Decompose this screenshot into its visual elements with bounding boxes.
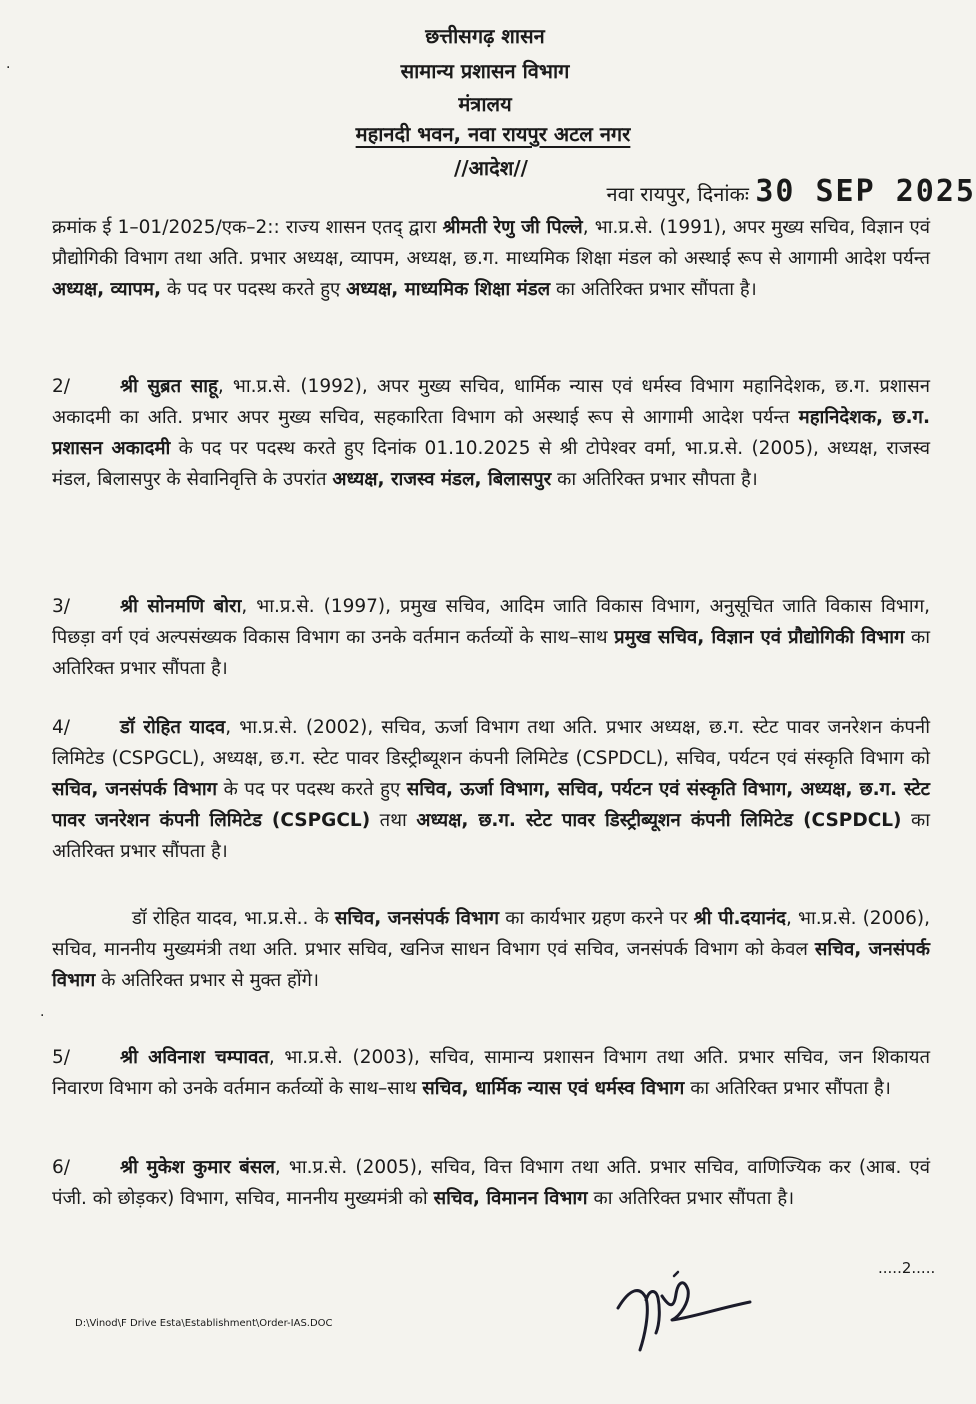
paragraph-number: 2/ — [52, 376, 71, 397]
p4-text-a: , भा.प्र.से. (2002), सचिव, ऊर्जा विभाग तथा अति. प्रभार अध्यक्ष, छ.ग. स्टेट पावर जनरेशन कंपनी लिमिटेड (CSPGCL), अध्यक्ष, छ.ग. स्टेट पावर डिस्ट्रीब्यूशन कंपनी लिमिटेड (CSPDCL), सचिव, पर्यटन एवं संस्कृति विभाग को — [52, 717, 930, 769]
department-name: सामान्य प्रशासन विभाग — [400, 59, 570, 83]
govt-name: छत्तीसगढ़ शासन — [425, 24, 545, 48]
p5-text-a: , भा.प्र.से. (2003), सचिव, सामान्य प्रशासन विभाग तथा अति. प्रभार सचिव, जन शिकायत निवारण विभाग को उनके वर्तमान कर्तव्यों के साथ–साथ — [52, 1047, 930, 1099]
p2-text-a: , भा.प्र.से. (1992), अपर मुख्य सचिव, धार्मिक न्यास एवं धर्मस्व विभाग महानिदेशक, छ.ग. प्रशासन अकादमी का अति. प्रभार अपर मुख्य सचिव, सहकारिता विभाग को अस्थाई रूप से आगामी आदेश पर्यन्त — [52, 376, 930, 428]
signature-icon — [610, 1268, 780, 1358]
file-path: D:\Vinod\F Drive Esta\Establishment\Order-IAS.DOC — [75, 1318, 333, 1329]
assigned-post: सचिव, जनसंपर्क विभाग — [52, 779, 218, 800]
assigned-post: अध्यक्ष, व्यापम, — [52, 279, 162, 300]
assigned-post: सचिव, धार्मिक न्यास एवं धर्मस्व विभाग — [422, 1078, 685, 1099]
order-paragraph-4 — [52, 712, 930, 867]
order-paragraph-2 — [52, 371, 930, 495]
assigned-post: सचिव, ऊर्जा विभाग, सचिव, पर्यटन एवं संस्कृति विभाग, अध्यक्ष, छ.ग. स्टेट पावर जनरेशन कंपनी लिमिटेड (CSPGCL) — [52, 779, 930, 831]
p1-text-a: क्रमांक ई 1–01/2025/एक–2:: राज्य शासन एतद् द्वारा — [52, 217, 437, 238]
assigned-post: अध्यक्ष, राजस्व मंडल, बिलासपुर — [332, 469, 552, 490]
p4b-text-d: के अतिरिक्त प्रभार से मुक्त होंगे। — [101, 970, 320, 991]
officer-name: श्री सुब्रत साहू — [120, 376, 218, 397]
p1-text-b: , भा.प्र.से. (1991), अपर मुख्य सचिव, विज्ञान एवं प्रौद्योगिकी विभाग तथा अति. प्रभार अध्यक्ष, व्यापम, अध्यक्ष, छ.ग. माध्यमिक शिक्षा मंडल को अस्थाई रूप से आगामी आदेश पर्यन्त — [52, 217, 931, 269]
order-paragraph-1 — [52, 212, 930, 305]
officer-name: श्री मुकेश कुमार बंसल — [120, 1157, 275, 1178]
date-line — [607, 174, 976, 209]
assigned-post: प्रमुख सचिव, विज्ञान एवं प्रौद्योगिकी विभाग — [614, 627, 905, 648]
assigned-post: महानिदेशक, छ.ग. प्रशासन अकादमी — [52, 407, 930, 459]
assigned-post: सचिव, जनसंपर्क विभाग — [52, 939, 930, 991]
p5-text-b: का अतिरिक्त प्रभार सौंपता है। — [690, 1078, 891, 1099]
officer-name: श्री पी.दयानंद — [693, 908, 786, 929]
assigned-post: सचिव, जनसंपर्क विभाग — [334, 908, 500, 929]
officer-name: श्रीमती रेणु जी पिल्ले — [442, 217, 583, 238]
order-paragraph-3 — [52, 591, 930, 684]
p1-text-c: के पद पर पदस्थ करते हुए — [166, 279, 341, 300]
date-stamp: 30 SEP 2025 — [755, 174, 976, 209]
p4b-text-c: , भा.प्र.से. (2006), सचिव, माननीय मुख्यमंत्री तथा अति. प्रभार सचिव, खनिज साधन विभाग एवं सचिव, जनसंपर्क विभाग को केवल — [52, 908, 930, 960]
p3-text-b: का अतिरिक्त प्रभार सौंपता है। — [52, 627, 930, 679]
paragraph-number: 4/ — [52, 717, 71, 738]
order-paragraph-6 — [52, 1152, 930, 1214]
p6-text-a: , भा.प्र.से. (2005), सचिव, वित्त विभाग तथा अति. प्रभार सचिव, वाणिज्यिक कर (आब. एवं पंजी. को छोड़कर) विभाग, सचिव, माननीय मुख्यमंत्री को — [52, 1157, 930, 1209]
paragraph-number: 5/ — [52, 1047, 71, 1068]
paragraph-number: 6/ — [52, 1157, 71, 1178]
p4-text-b: के पद पर पदस्थ करते हुए — [223, 779, 401, 800]
p2-text-c: का अतिरिक्त प्रभार सौपता है। — [557, 469, 758, 490]
order-paragraph-5 — [52, 1042, 930, 1104]
date-label: नवा रायपुर, दिनांकः — [606, 182, 749, 206]
assigned-post: अध्यक्ष, माध्यमिक शिक्षा मंडल — [346, 279, 551, 300]
p1-text-d: का अतिरिक्त प्रभार सौंपता है। — [556, 279, 757, 300]
p4b-text-b: का कार्यभार ग्रहण करने पर — [505, 908, 688, 929]
office-name: मंत्रालय — [458, 92, 512, 116]
assigned-post: अध्यक्ष, छ.ग. स्टेट पावर डिस्ट्रीब्यूशन कंपनी लिमिटेड (CSPDCL) — [416, 810, 902, 831]
p4b-text-a: डॉ रोहित यादव, भा.प्र.से.. के — [132, 908, 329, 929]
assigned-post: सचिव, विमानन विभाग — [433, 1188, 588, 1209]
document-type: //आदेश// — [454, 156, 528, 180]
paragraph-number: 3/ — [52, 596, 71, 617]
officer-name: श्री सोनमणि बोरा — [120, 596, 242, 617]
officer-name: श्री अविनाश चम्पावत — [120, 1047, 269, 1068]
next-page-marker: .....2..... — [878, 1259, 936, 1277]
p4-text-c: तथा — [379, 810, 407, 831]
speck-mark: · — [6, 60, 11, 76]
p4-text-d: का अतिरिक्त प्रभार सौंपता है। — [52, 810, 930, 862]
order-paragraph-4-continued — [52, 903, 930, 996]
p2-text-b: के पद पर पदस्थ करते हुए दिनांक 01.10.2025 से श्री टोपेश्वर वर्मा, भा.प्र.से. (2005), अध्यक्ष, राजस्व मंडल, बिलासपुर के सेवानिवृत्ति के उपरांत — [52, 438, 930, 490]
p3-text-a: , भा.प्र.से. (1997), प्रमुख सचिव, आदिम जाति विकास विभाग, अनुसूचित जाति विकास विभाग, पिछड़ा वर्ग एवं अल्पसंख्यक विकास विभाग का उनके वर्तमान कर्तव्यों के साथ–साथ — [52, 596, 931, 648]
officer-name: डॉ रोहित यादव — [120, 717, 226, 738]
office-address: महानदी भवन, नवा रायपुर अटल नगर — [355, 122, 631, 146]
speck-mark: · — [40, 1008, 45, 1024]
p6-text-b: का अतिरिक्त प्रभार सौंपता है। — [593, 1188, 795, 1209]
